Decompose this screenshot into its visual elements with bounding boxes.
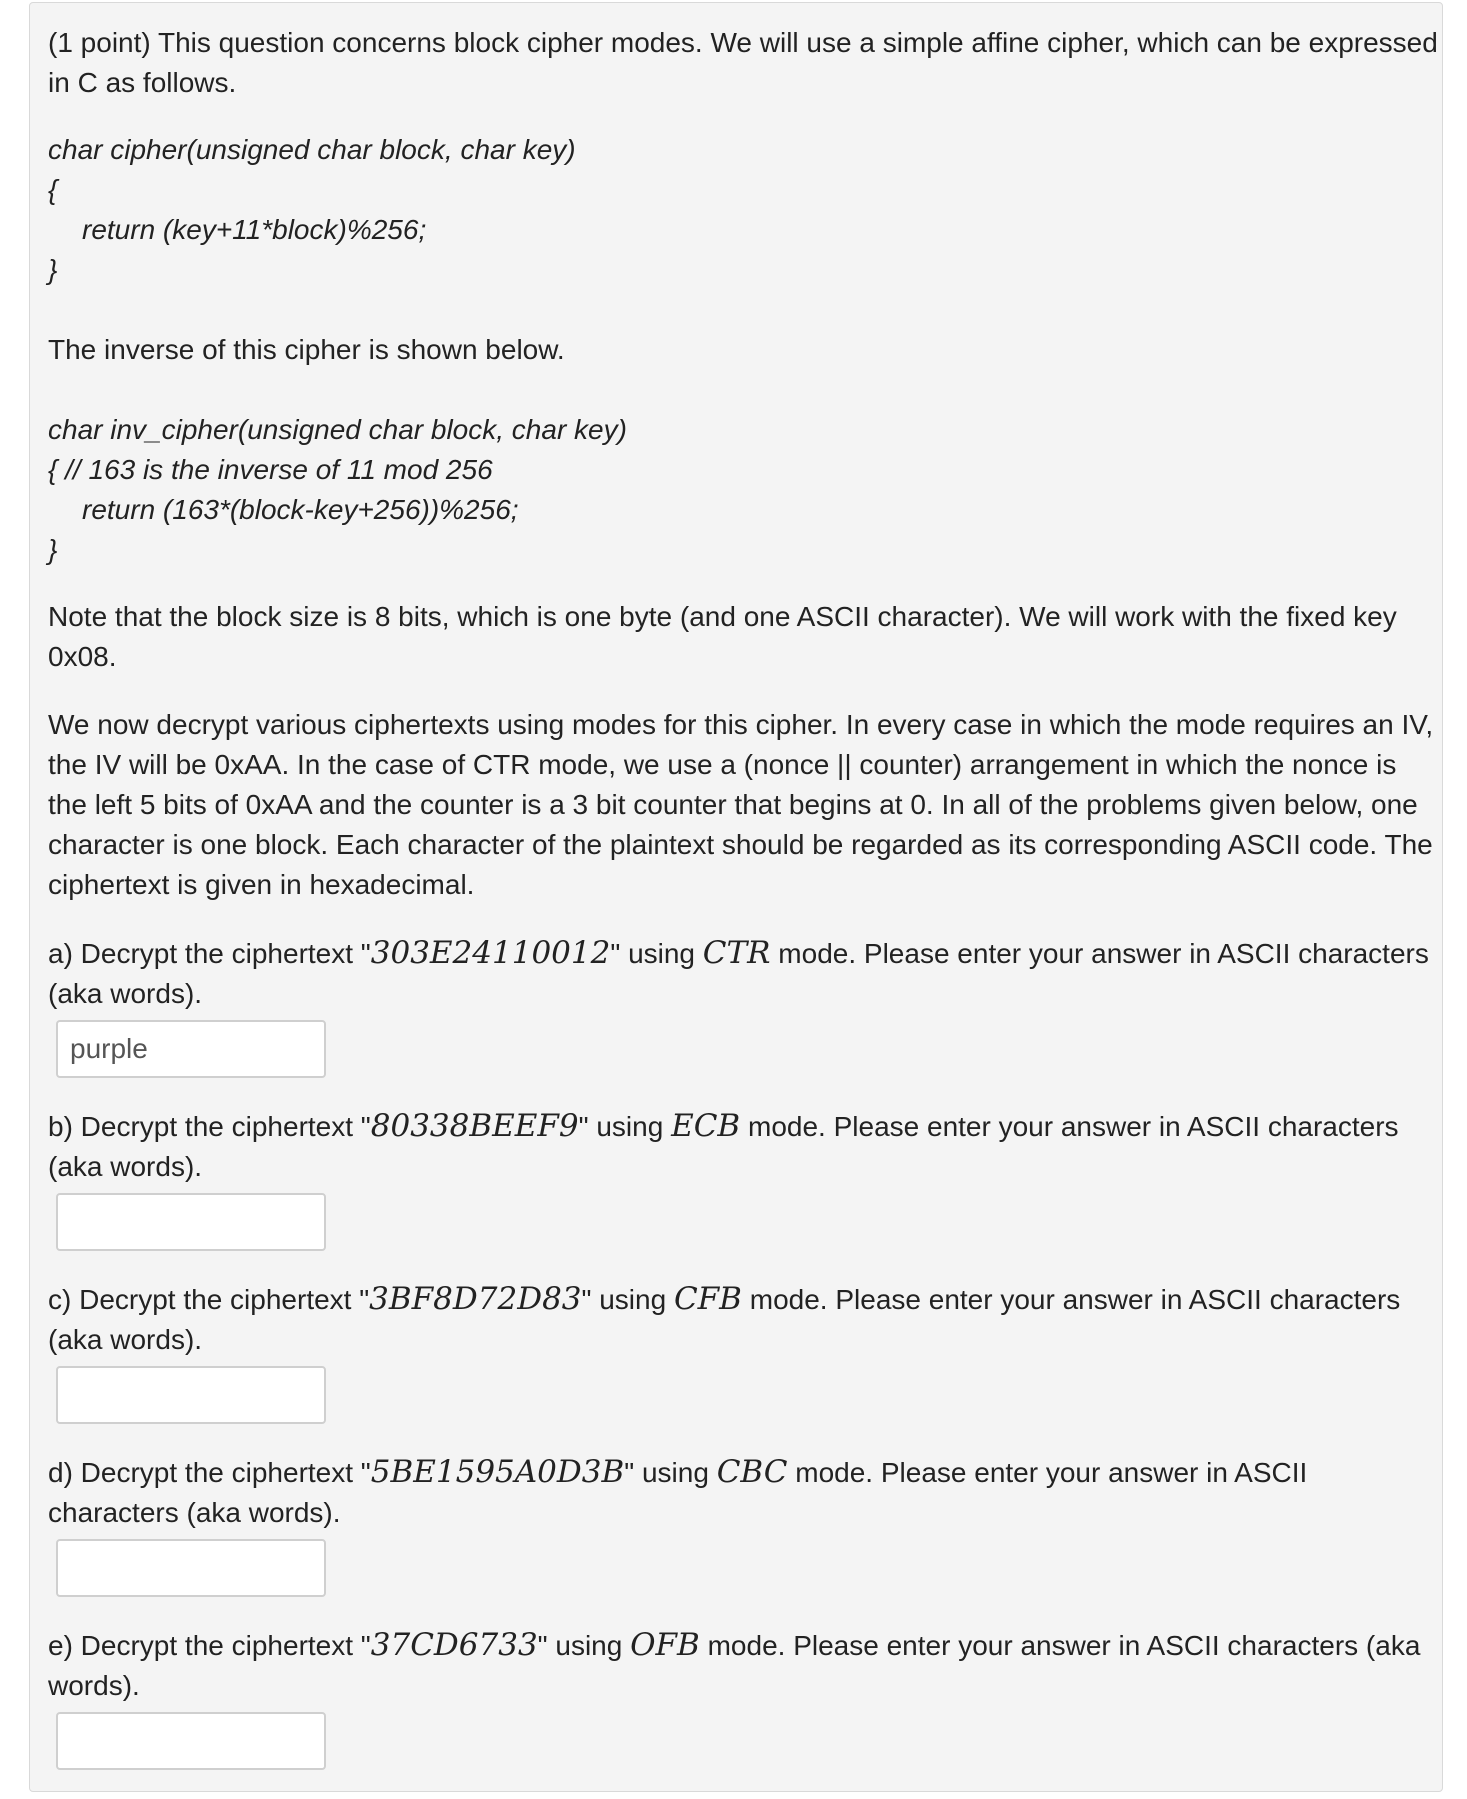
question-d-prefix: d) Decrypt the ciphertext " xyxy=(48,1457,371,1488)
question-d-mid: " using xyxy=(624,1457,717,1488)
question-c-mode: CFB xyxy=(673,1281,742,1317)
question-c-suffix: mode. Please enter your answer in ASCII characters (aka words). xyxy=(48,1284,1401,1355)
question-a-mid: " using xyxy=(610,938,703,969)
inverse-close-brace: } xyxy=(48,534,58,565)
inverse-signature: char inv_cipher(unsigned char block, char key) xyxy=(48,414,627,445)
cipher-code-block xyxy=(48,130,1438,290)
question-c-text xyxy=(48,1279,1438,1360)
question-a-mode: CTR xyxy=(702,935,771,971)
intro-text: (1 point) This question concerns block cipher modes. We will use a simple affine cipher, which can be expressed in C as follows. xyxy=(48,27,1438,98)
answer-c-input[interactable] xyxy=(56,1366,326,1424)
question-a xyxy=(48,933,1438,1078)
modes-paragraph: We now decrypt various ciphertexts using modes for this cipher. In every case in which the mode requires an IV, the IV will be 0xAA. In the case of CTR mode, we use a (nonce || counter) arrangement in which the nonce is the left 5 bits of 0xAA and the counter is a 3 bit counter that begins at 0. In all of the problems given below, one character is one block. Each character of the plaintext should be regarded as its corresponding ASCII code. The ciphertext is given in hexadecimal. xyxy=(48,709,1434,900)
answer-d-input[interactable] xyxy=(56,1539,326,1597)
note-text: Note that the block size is 8 bits, which is one byte (and one ASCII character). We will work with the fixed key 0x08. xyxy=(48,601,1397,672)
cipher-open-brace: { xyxy=(48,174,58,205)
question-d-suffix: mode. Please enter your answer in ASCII characters (aka words). xyxy=(48,1457,1308,1528)
question-b-mode: ECB xyxy=(671,1108,741,1144)
question-a-text xyxy=(48,933,1438,1014)
cipher-signature: char cipher(unsigned char block, char key) xyxy=(48,134,576,165)
question-b-text xyxy=(48,1106,1438,1187)
question-b-mid: " using xyxy=(578,1111,672,1142)
question-e xyxy=(48,1625,1438,1770)
question-e-mode: OFB xyxy=(630,1627,700,1663)
question-d-text xyxy=(48,1452,1438,1533)
inverse-intro-text: The inverse of this cipher is shown below. xyxy=(48,334,565,365)
question-d-mode: CBC xyxy=(716,1454,788,1490)
question-a-prefix: a) Decrypt the ciphertext " xyxy=(48,938,371,969)
cipher-close-brace: } xyxy=(48,254,58,285)
question-a-suffix: mode. Please enter your answer in ASCII characters (aka words). xyxy=(48,938,1429,1009)
answer-a-input[interactable] xyxy=(56,1020,326,1078)
question-e-suffix: mode. Please enter your answer in ASCII characters (aka words). xyxy=(48,1630,1421,1701)
question-c-prefix: c) Decrypt the ciphertext " xyxy=(48,1284,370,1315)
answer-b-input[interactable] xyxy=(56,1193,326,1251)
question-c xyxy=(48,1279,1438,1424)
question-a-ciphertext: 303E24110012 xyxy=(370,935,611,971)
question-b xyxy=(48,1106,1438,1251)
answer-e-input[interactable] xyxy=(56,1712,326,1770)
question-e-text xyxy=(48,1625,1438,1706)
question-e-prefix: e) Decrypt the ciphertext " xyxy=(48,1630,371,1661)
inverse-open-brace: { // 163 is the inverse of 11 mod 256 xyxy=(48,454,493,485)
question-e-mid: " using xyxy=(537,1630,631,1661)
question-e-ciphertext: 37CD6733 xyxy=(370,1627,538,1663)
question-card xyxy=(29,2,1443,1792)
inverse-code-block xyxy=(48,410,1438,570)
question-b-prefix: b) Decrypt the ciphertext " xyxy=(48,1111,371,1142)
cipher-body: return (key+11*block)%256; xyxy=(82,214,427,245)
inverse-body: return (163*(block-key+256))%256; xyxy=(82,494,519,525)
question-c-mid: " using xyxy=(581,1284,674,1315)
question-b-suffix: mode. Please enter your answer in ASCII characters (aka words). xyxy=(48,1111,1399,1182)
question-b-ciphertext: 80338BEEF9 xyxy=(370,1108,579,1144)
question-c-ciphertext: 3BF8D72D83 xyxy=(369,1281,582,1317)
question-d-ciphertext: 5BE1595A0D3B xyxy=(370,1454,625,1490)
question-d xyxy=(48,1452,1438,1597)
question-content xyxy=(48,23,1438,1770)
